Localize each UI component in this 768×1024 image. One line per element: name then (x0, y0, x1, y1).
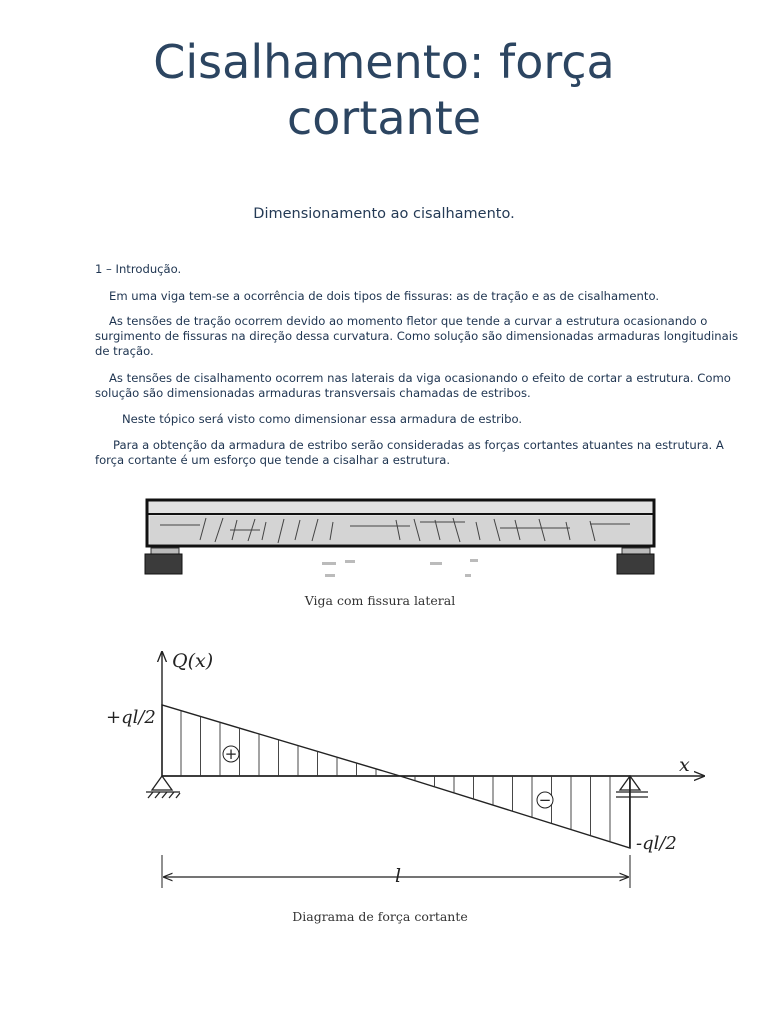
length-label: l (394, 865, 402, 887)
shear-caption: Diagrama de força cortante (292, 909, 468, 924)
right-roller-support (616, 776, 648, 797)
paragraph-4: Neste tópico será visto como dimensionar essa armadura de estribo. (122, 412, 523, 426)
left-pin-support (146, 776, 180, 798)
subtitle: Dimensionamento ao cisalhamento. (253, 206, 515, 222)
positive-sign: + (224, 745, 238, 763)
paragraph-2: As tensões de tração ocorrem devido ao momento fletor que tende a curvar a estrutura ocasionando o surgimento de fissuras na direção dessa curvatura. Como solução são dimensionadas armaduras longitudinais de tração. (95, 314, 739, 358)
paragraph-1: Em uma viga tem-se a ocorrência de dois tipos de fissuras: as de tração e as de cisalhamento. (109, 289, 660, 303)
paragraph-5: Para a obtenção da armadura de estribo serão consideradas as forças cortantes atuantes na estrutura. A força cortante é um esforço que tende a cisalhar a estrutura. (95, 438, 724, 467)
title-line-1: Cisalhamento: força (153, 35, 615, 89)
left-value-label: +ql/2 (106, 707, 156, 728)
x-axis-label: x (679, 754, 690, 776)
paragraph-3: As tensões de cisalhamento ocorrem nas laterais da viga ocasionando o efeito de cortar a estrutura. Como solução são dimensionadas armaduras transversais chamadas de estribos. (95, 371, 731, 400)
y-axis-label: Q(x) (172, 650, 214, 672)
negative-sign: − (538, 791, 552, 809)
beam-caption: Viga com fissura lateral (304, 593, 456, 608)
positive-shear-region (162, 705, 400, 776)
title-line-2: cortante (286, 91, 482, 145)
right-value-label: -ql/2 (636, 833, 677, 854)
section-heading: 1 – Introdução. (95, 262, 182, 276)
